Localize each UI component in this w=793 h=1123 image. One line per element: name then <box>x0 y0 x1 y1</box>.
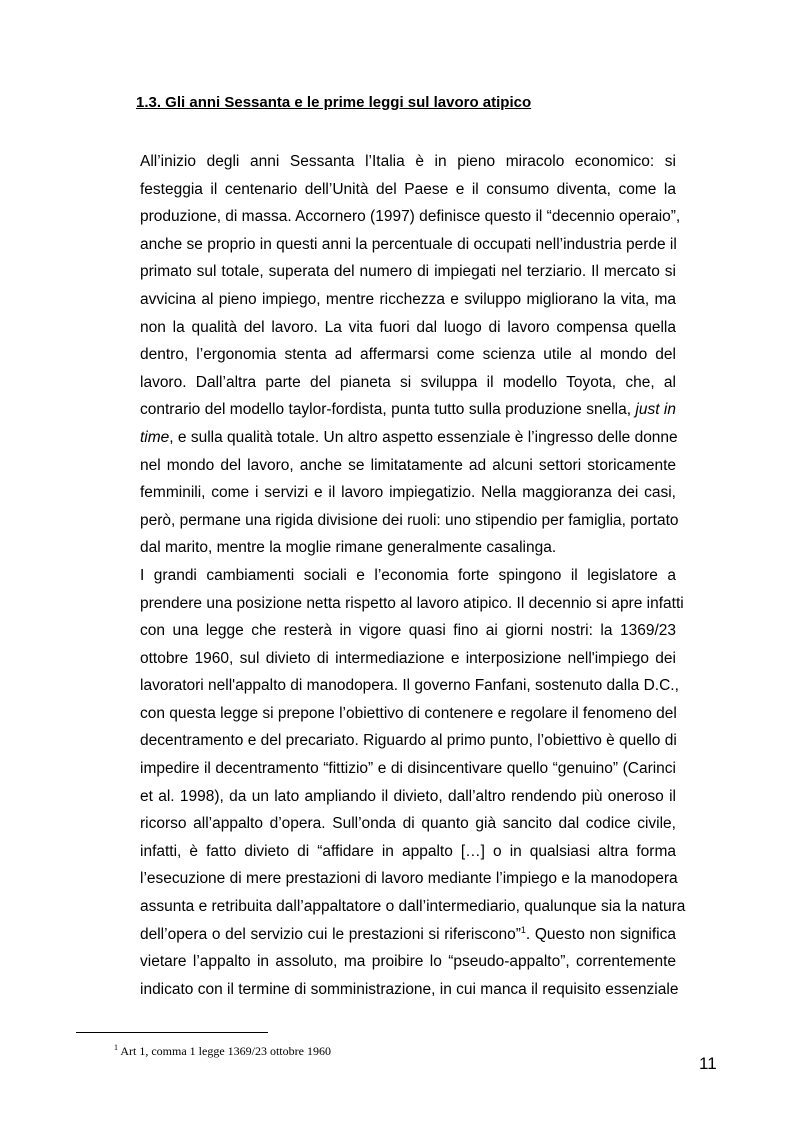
text-line: dal marito, mentre la moglie rimane generalmente casalinga. <box>140 539 557 557</box>
text-line: lavoratori nell'appalto di manodopera. Il governo Fanfani, sostenuto dalla D.C., <box>140 677 679 695</box>
paragraph-1 <box>140 148 681 562</box>
text-run: . Questo non significa <box>525 925 676 943</box>
text-line: decentramento e del precariato. Riguardo al primo punto, l’obiettivo è quello di <box>140 732 677 750</box>
text-line: prendere una posizione netta rispetto al lavoro atipico. Il decennio si apre infatti <box>140 594 684 612</box>
footnote-text: Art 1, comma 1 legge 1369/23 ottobre 1960 <box>118 1044 331 1058</box>
text-run: , e sulla qualità totale. Un altro aspetto essenziale è l’ingresso delle donne <box>169 428 678 446</box>
text-line: femminili, come i servizi e il lavoro impiegatizio. Nella maggioranza dei casi, <box>140 484 676 502</box>
text-line: primato sul totale, superata del numero di impiegati nel terziario. Il mercato si <box>140 263 676 281</box>
footnote-number: 1 <box>114 1043 118 1052</box>
text-line: assunta e retribuita dall’appaltatore o dall’intermediario, qualunque sia la natura <box>140 898 686 916</box>
text-line: nel mondo del lavoro, anche se limitatamente ad alcuni settori storicamente <box>140 456 676 474</box>
text-line: indicato con il termine di somministrazione, in cui manca il requisito essenziale <box>140 980 679 998</box>
text-line: non la qualità del lavoro. La vita fuori dal luogo di lavoro compensa quella <box>140 318 676 336</box>
italic-text: just in <box>635 401 676 419</box>
text-line: ricorso all’appalto d’opera. Sull’onda di quanto già sancito dal codice civile, <box>140 815 676 833</box>
paragraph-2 <box>140 562 686 1004</box>
text-line: l’esecuzione di mere prestazioni di lavoro mediante l’impiego e la manodopera <box>140 870 678 888</box>
section-heading: 1.3. Gli anni Sessanta e le prime leggi sul lavoro atipico <box>136 94 532 111</box>
text-run: contrario del modello taylor-fordista, punta tutto sulla produzione snella, <box>140 401 631 419</box>
text-line: lavoro. Dall’altra parte del pianeta si sviluppa il modello Toyota, che, al <box>140 373 676 391</box>
footnote <box>114 1043 331 1059</box>
text-line: festeggia il centenario dell’Unità del Paese e il consumo diventa, come la <box>140 180 676 198</box>
text-line: I grandi cambiamenti sociali e l’economia forte spingono il legislatore a <box>140 566 676 584</box>
text-line: con questa legge si prepone l’obiettivo di contenere e regolare il fenomeno del <box>140 704 677 722</box>
text-line: infatti, è fatto divieto di “affidare in appalto […] o in qualsiasi altra forma <box>140 842 676 860</box>
text-line: et al. 1998), da un lato ampliando il divieto, dall’altro rendendo più oneroso il <box>140 787 676 805</box>
text-line <box>140 921 676 949</box>
page-number: 11 <box>699 1054 717 1073</box>
body-text <box>140 148 686 1003</box>
text-run: dell’opera o del servizio cui le prestazioni si riferiscono” <box>140 925 521 943</box>
text-line: però, permane una rigida divisione dei ruoli: uno stipendio per famiglia, portato <box>140 511 679 529</box>
footnote-divider <box>76 1032 268 1033</box>
text-line: vietare l’appalto in assoluto, ma proibire lo “pseudo-appalto”, correntemente <box>140 953 676 971</box>
text-line: con una legge che resterà in vigore quasi fino ai giorni nostri: la 1369/23 <box>140 622 676 640</box>
text-line: produzione, di massa. Accornero (1997) definisce questo il “decennio operaio”, <box>140 208 681 226</box>
text-line: anche se proprio in questi anni la percentuale di occupati nell’industria perde il <box>140 235 677 253</box>
text-line: avvicina al pieno impiego, mentre ricchezza e sviluppo migliorano la vita, ma <box>140 290 676 308</box>
text-line: dentro, l’ergonomia stenta ad affermarsi come scienza utile al mondo del <box>140 346 676 364</box>
footnote-reference[interactable]: 1 <box>520 924 526 935</box>
text-line: All’inizio degli anni Sessanta l’Italia è in pieno miracolo economico: si <box>140 153 676 170</box>
text-line: ottobre 1960, sul divieto di intermediazione e interposizione nell'impiego dei <box>140 649 676 667</box>
text-line <box>140 396 676 424</box>
text-line <box>140 424 676 452</box>
text-line: impedire il decentramento “fittizio” e di disincentivare quello “genuino” (Carinci <box>140 760 676 778</box>
italic-text: time <box>140 428 170 446</box>
